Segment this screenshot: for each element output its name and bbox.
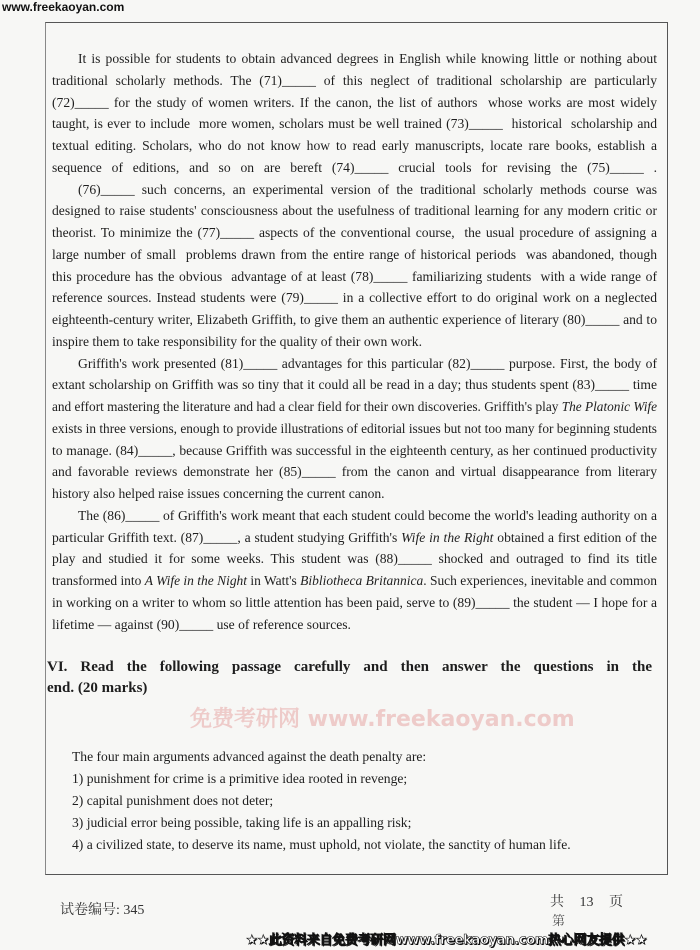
page-count: 共 13 页 [550,895,623,910]
line-text: taught, is ever to include more women, scholars must be well trained (73)_____ historical scholarship and [52,116,657,132]
site-url: www.freekaoyan.com [2,0,125,14]
line-text: history also helped raise issues concerning the current canon. [52,486,385,501]
passage-line [52,572,657,590]
line-text: lifetime — against (90)_____ use of reference sources. [52,616,351,632]
italic-title: Wife in the Right [401,529,494,545]
line-text: It is possible for students to obtain advanced degrees in English while knowing little or nothing about [78,51,657,66]
line-text: sequence of editions, and so on are bereft (74)_____ crucial tools for revising the (75)_____ . [52,159,657,175]
line-text: designed to raise students' consciousness about the usefulness of traditional learning for any modern critic or [52,203,657,219]
argument-list [72,748,571,858]
passage-line [52,268,657,286]
section-heading-line1: VI. Read the following passage carefully and then answer the questions in the [47,659,652,675]
passage-line [52,442,657,460]
passage-line [52,333,657,351]
passage-line [52,289,657,307]
watermark: 免费考研网 www.freekaoyan.com [190,707,575,732]
line-text: obtained a first edition of the [493,529,657,545]
section-heading [47,657,652,699]
passage-line [52,224,657,242]
list-item: 1) punishment for crime is a primitive idea rooted in revenge; [72,771,408,786]
line-text: and effort mastering the literature and had a clear field for their own discoveries. Griffith's play [52,399,562,414]
passage-line [52,529,657,547]
line-text: large number of small problems drawn from the entire range of historical periods was abandoned, though [52,246,657,262]
paper-code: 试卷编号: 345 [60,903,145,918]
passage-line [52,115,657,133]
line-text: and favorable reviews demonstrate her (85)_____ from the canon and virtual disappearance from literary [52,464,657,480]
line-text: theorist. To minimize the (77)_____ aspects of the conventional course, the usual procedure of assigning a [52,225,657,240]
italic-title: The Platonic Wife [561,399,657,414]
passage-line [52,137,657,155]
passage-line [52,72,657,90]
list-item: 3) judicial error being possible, taking life is an appalling risk; [72,815,412,830]
list-item: 4) a civilized state, to deserve its name, must uphold, not violate, the sanctity of human life. [72,837,571,852]
passage-line [52,550,657,568]
passage-line [52,463,657,481]
passage-line [78,507,657,525]
line-text: inspire them to take responsibility for the quality of their own work. [52,333,422,349]
line-text: traditional scholarly methods. The (71)_____ of this neglect of traditional scholarship are particularly [52,72,657,88]
list-item: 2) capital punishment does not deter; [72,793,274,808]
passage-line [78,181,657,199]
line-text: . Such experiences, inevitable and common [423,573,657,588]
passage-line [52,420,657,438]
line-text: (76)_____ such concerns, an experimental version of the traditional scholarly methods course was [78,181,657,197]
list-intro: The four main arguments advanced against the death penalty are: [72,749,427,764]
passage-line [78,50,657,68]
passage-line [52,159,657,177]
passage-line [52,398,657,416]
passage-line [52,376,657,394]
passage-line [78,355,657,373]
line-text: in working on a writer to whom so little attention has been paid, serve to (89)_____ the student — I hope for a [52,594,657,610]
line-text: play and studied it for some weeks. This student was (88)_____ shocked and outraged to find its title [52,551,657,567]
passage-line [52,202,657,220]
page-number-prefix: 第 [552,913,566,928]
line-text: reference sources. Instead students were (79)_____ in a collective effort to do original work on a neglected [52,290,657,306]
passage-line [52,616,657,634]
line-text: (72)_____ for the study of women writers. If the canon, the list of authors whose works are most widely [52,94,657,110]
line-text: transformed into [52,573,145,588]
line-text: particular Griffith text. (87)_____, a student studying Griffith's [52,529,402,545]
line-text: The (86)_____ of Griffith's work meant that each student could become the world's leading authority on a [78,507,657,523]
line-text: eighteenth-century writer, Elizabeth Griffith, to give them an authentic experience of literary (80)_____ and to [52,312,657,327]
line-text: textual editing. Scholars, who do not know how to read early manuscripts, locate rare books, establish a [52,138,657,153]
source-banner: ★★此资料来自免费考研网www.freekaoyan.com热心网友提供★★ [246,933,648,948]
passage-line [52,94,657,112]
italic-title: Bibliotheca Britannica [300,573,424,588]
line-text: to manage. (84)_____, because Griffith was successful in the eighteenth century, as her continued productivity [52,442,657,458]
passage-line [52,246,657,264]
line-text: exists in three versions, enough to provide illustrations of editorial issues but not too many for beginning students [52,420,657,436]
line-text: extant scholarship on Griffith was so tiny that it could all be read in a day; thus students spent (83)_____ time [52,377,657,393]
passage-line [52,594,657,612]
line-text: in Watt's [247,573,301,588]
passage-line [52,485,657,503]
passage-line [52,311,657,329]
line-text: this procedure has the obvious advantage of at least (78)_____ familiarizing students with a wide range of [52,268,657,284]
line-text: Griffith's work presented (81)_____ advantages for this particular (82)_____ purpose. First, the body of [78,355,657,371]
section-heading-line2: end. (20 marks) [47,680,148,696]
italic-title: A Wife in the Night [144,573,248,588]
